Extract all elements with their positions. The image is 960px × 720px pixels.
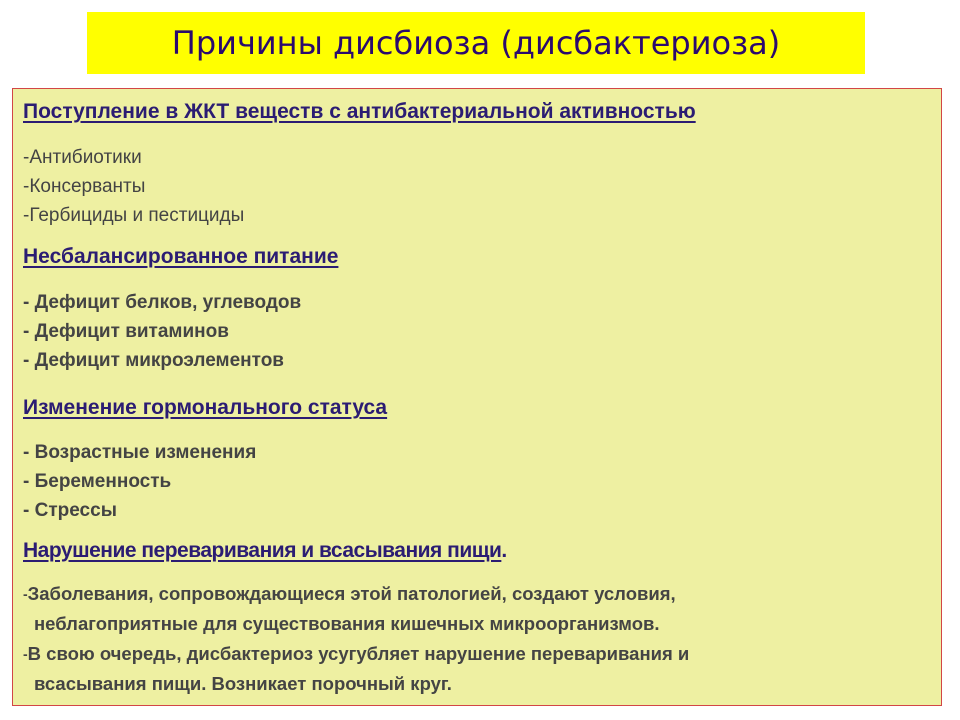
list-item: - Возрастные изменения: [23, 442, 257, 463]
bullet-dash: -: [23, 586, 28, 602]
section-heading-hormonal: Изменение гормонального статуса: [23, 396, 388, 419]
paragraph-line: В свою очередь, дисбактериоз усугубляет нарушение переваривания и: [27, 643, 690, 664]
list-item: [23, 639, 689, 669]
list-digestion: [23, 579, 689, 699]
section-heading-digestion: [23, 538, 507, 564]
list-hormonal: [23, 438, 256, 525]
list-item: - Беременность: [23, 471, 172, 492]
list-antibacterial: [23, 143, 244, 230]
list-item: - Стрессы: [23, 500, 117, 521]
list-item: -Антибиотики: [23, 147, 142, 168]
heading-period: .: [501, 539, 507, 562]
slide-title: Причины дисбиоза (дисбактериоза): [87, 12, 865, 74]
list-item: неблагоприятные для существования кишечных микроорганизмов.: [34, 613, 660, 634]
list-item: - Дефицит белков, углеводов: [23, 292, 302, 313]
list-nutrition: [23, 288, 301, 375]
paragraph-line: Заболевания, сопровождающиеся этой патологией, создают условия,: [27, 583, 676, 604]
list-item: -Гербициды и пестициды: [23, 205, 245, 226]
list-item: [23, 579, 689, 609]
section-heading-antibacterial: Поступление в ЖКТ веществ с антибактериальной активностью: [23, 100, 696, 123]
list-item: - Дефицит микроэлементов: [23, 350, 284, 371]
list-item: - Дефицит витаминов: [23, 321, 229, 342]
section-heading-nutrition: Несбалансированное питание: [23, 245, 339, 268]
content-panel: [12, 88, 942, 706]
heading-text: Нарушение переваривания и всасывания пищи: [23, 539, 502, 562]
list-item: -Консерванты: [23, 176, 146, 197]
list-item: всасывания пищи. Возникает порочный круг.: [34, 673, 452, 694]
bullet-dash: -: [23, 646, 28, 662]
